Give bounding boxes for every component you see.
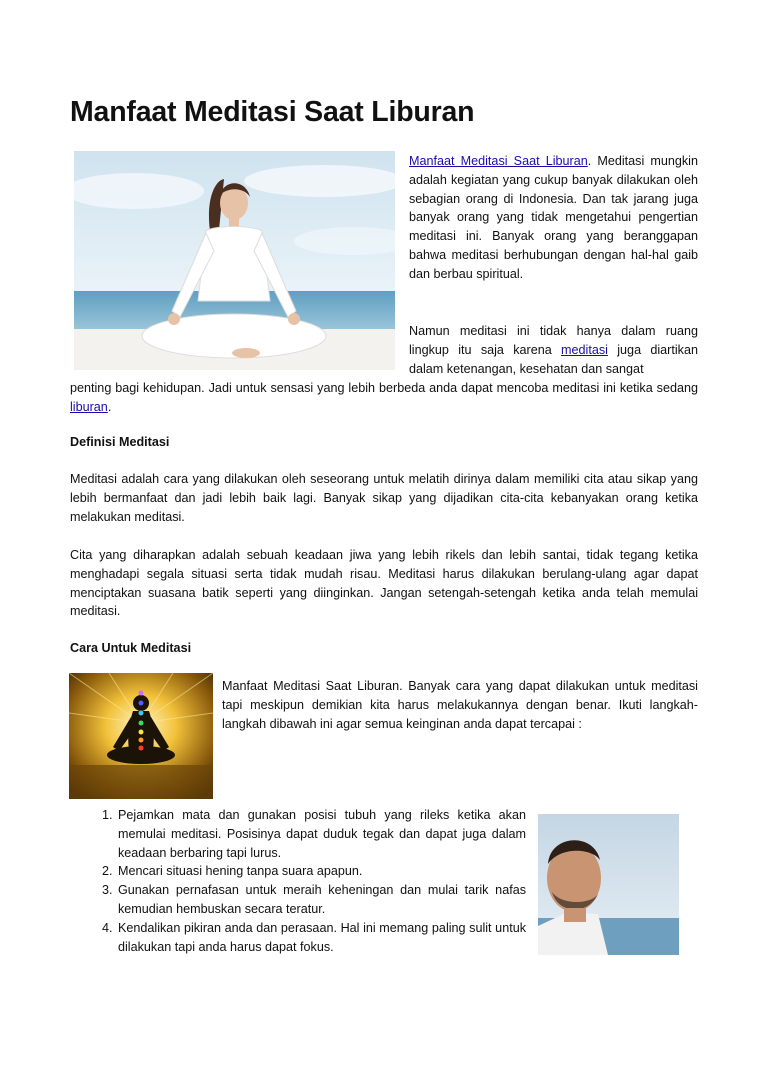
steps-list bbox=[70, 806, 526, 956]
list-item: 3. Gunakan pernafasan untuk meraih keheningan dan mulai tarik nafas kemudian hembuskan secara teratur. bbox=[116, 881, 526, 919]
man-breathing-sea-image bbox=[538, 814, 679, 955]
intro-paragraph-2 bbox=[409, 322, 698, 378]
intro-text: . Meditasi mungkin adalah kegiatan yang cukup banyak dilakukan oleh sebagian orang di Indonesia. Dan tak jarang juga banyak orang yang tidak mengetahui pengertian meditasi ini. Banyak orang yang beranggapan bahwa meditasi berhubungan dengan hal-hal gaib dan berbau spiritual. bbox=[409, 154, 698, 281]
intro-p3-text-b: . bbox=[107, 399, 112, 414]
intro-paragraph bbox=[409, 152, 698, 284]
page-title: Manfaat Meditasi Saat Liburan bbox=[70, 96, 475, 128]
list-item: 2. Mencari situasi hening tanpa suara apapun. bbox=[116, 862, 526, 881]
definisi-heading: Definisi Meditasi bbox=[70, 435, 170, 449]
liburan-link[interactable]: liburan bbox=[70, 399, 108, 414]
meditasi-link[interactable]: meditasi bbox=[561, 342, 608, 357]
definisi-paragraph-1: Meditasi adalah cara yang dilakukan oleh seseorang untuk melatih dirinya dalam memiliki cita atau sikap yang lebih bermanfaat dan jadi lebih baik lagi. Banyak sikap yang dijadikan cita-cita kebanyakan orang ketika melakukan meditasi. bbox=[70, 472, 698, 524]
intro-paragraph-3 bbox=[70, 379, 698, 417]
intro-p3-text-a: penting bagi kehidupan. Jadi untuk sensasi yang lebih berbeda anda dapat mencoba meditasi ini ketika sedang bbox=[70, 381, 698, 395]
woman-meditating-beach-image bbox=[74, 151, 395, 370]
intro-p2-text-b: juga diartikan dalam ketenangan, kesehatan dan sangat bbox=[409, 342, 698, 376]
list-item: 4. Kendalikan pikiran anda dan perasaan. Hal ini memang paling sulit untuk dilakukan tapi anda harus dapat fokus. bbox=[116, 919, 526, 957]
intro-p2-text-a: Namun meditasi ini tidak hanya dalam ruang lingkup itu saja karena bbox=[409, 324, 698, 357]
definisi-paragraph-2: Cita yang diharapkan adalah sebuah keadaan jiwa yang lebih rikels dan lebih santai, tidak tegang ketika menghadapi segala situasi serta tidak mudah risau. Meditasi harus dilakukan berulang-ulang agar dapat menciptakan suasana batik seperti yang diinginkan. Jangan setengah-setengah ketika anda telah memulai meditasi. bbox=[70, 548, 698, 619]
cara-intro-paragraph: Manfaat Meditasi Saat Liburan. Banyak cara yang dapat dilakukan untuk meditasi tapi meskipun demikian kita harus melakukannya dengan benar. Ikuti langkah-langkah dibawah ini agar semua keinginan anda dapat tercapai : bbox=[222, 679, 698, 731]
chakra-meditation-image bbox=[69, 673, 213, 799]
list-item: 1. Pejamkan mata dan gunakan posisi tubuh yang rileks ketika akan memulai meditasi. Posisinya dapat duduk tegak dan dapat juga dalam keadaan berbaring tapi lurus. bbox=[116, 806, 526, 862]
manfaat-meditasi-link[interactable]: Manfaat Meditasi Saat Liburan bbox=[409, 154, 588, 168]
cara-heading: Cara Untuk Meditasi bbox=[70, 641, 192, 655]
